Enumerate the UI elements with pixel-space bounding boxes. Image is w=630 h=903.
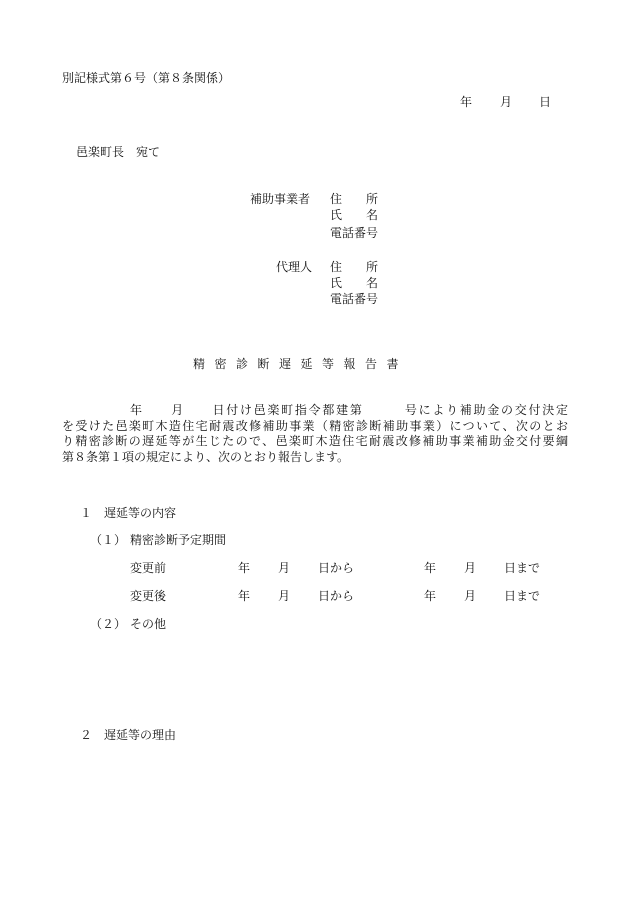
after-month-to: 月 <box>464 589 477 603</box>
date-year: 年 <box>460 95 473 109</box>
agent-address-label: 住 所 <box>330 260 379 274</box>
section1-number: １ <box>80 506 93 520</box>
sub1-number: （１） <box>90 533 127 547</box>
before-year-to: 年 <box>424 561 437 575</box>
date-month: 月 <box>500 95 513 109</box>
after-month-from: 月 <box>278 589 291 603</box>
applicant-phone-label: 電話番号 <box>330 226 379 240</box>
addressee: 邑楽町長 宛て <box>76 145 161 159</box>
after-year-from: 年 <box>238 589 251 603</box>
before-year-from: 年 <box>238 561 251 575</box>
section2-number: ２ <box>80 728 93 742</box>
section2-label: 遅延等の理由 <box>104 728 177 742</box>
before-day-from: 日から <box>318 561 355 575</box>
after-year-to: 年 <box>424 589 437 603</box>
after-day-to: 日まで <box>504 589 541 603</box>
before-label: 変更前 <box>130 561 167 575</box>
document-title: 精密診断遅延等報告書 <box>193 357 409 371</box>
date-day: 日 <box>539 95 552 109</box>
body-line: 年 月 日付け邑楽町指令都建第 号により補助金の交付決定 <box>130 403 568 417</box>
before-month-to: 月 <box>464 561 477 575</box>
agent-phone-label: 電話番号 <box>330 292 379 306</box>
section1-label: 遅延等の内容 <box>104 506 177 520</box>
applicant-address-label: 住 所 <box>330 192 379 206</box>
body-line: を受けた邑楽町木造住宅耐震改修補助事業（精密診断補助事業）について、次のとお <box>62 418 568 433</box>
body-paragraph <box>62 403 568 465</box>
after-label: 変更後 <box>130 589 167 603</box>
body-line: り精密診断の遅延等が生じたので、邑楽町木造住宅耐震改修補助事業補助金交付要綱 <box>62 434 568 448</box>
sub2-number: （２） <box>90 617 127 631</box>
agent-name-label: 氏 名 <box>330 276 379 290</box>
form-label: 別記様式第６号（第８条関係） <box>62 71 231 85</box>
sub2-label: その他 <box>130 617 167 631</box>
sub1-label: 精密診断予定期間 <box>130 533 227 547</box>
body-line: 第８条第１項の規定により、次のとおり報告します。 <box>62 449 350 464</box>
applicant-role: 補助事業者 <box>250 192 311 206</box>
agent-role: 代理人 <box>276 260 313 274</box>
applicant-name-label: 氏 名 <box>330 208 379 222</box>
before-month-from: 月 <box>278 561 291 575</box>
after-day-from: 日から <box>318 589 355 603</box>
before-day-to: 日まで <box>504 561 541 575</box>
